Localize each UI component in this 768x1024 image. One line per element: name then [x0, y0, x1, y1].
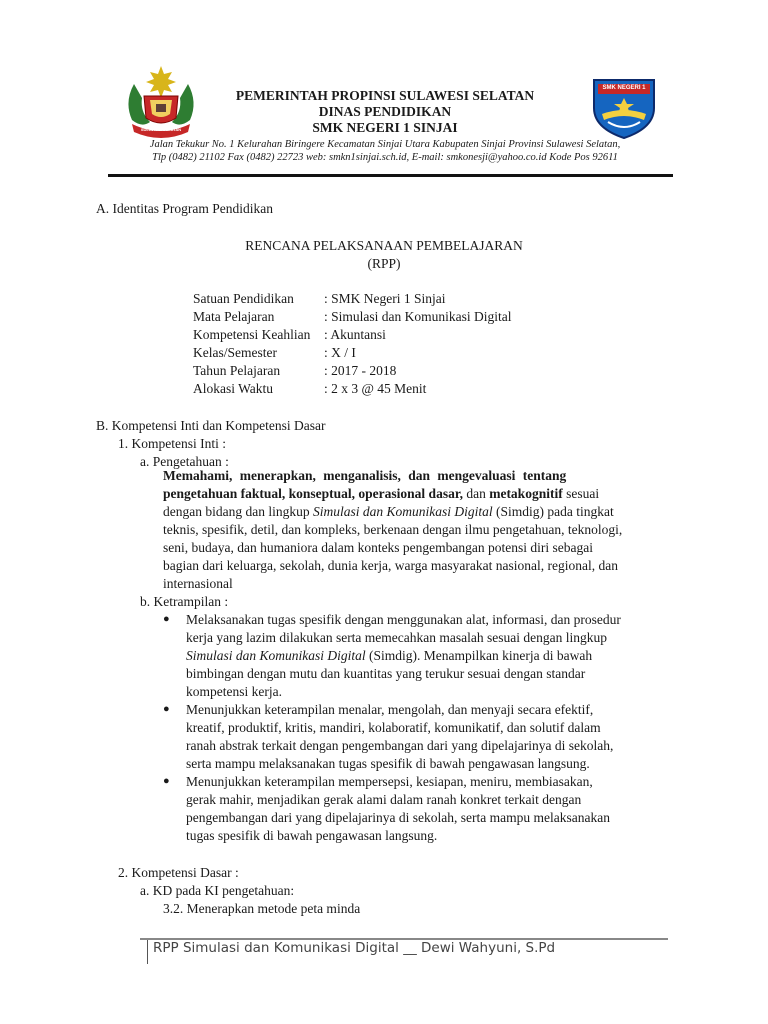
bullet-line: Melaksanakan tugas spesifik dengan menggunakan alat, informasi, dan prosedur: [186, 612, 621, 627]
info-label: Mata Pelajaran: [193, 309, 275, 324]
section-b-heading: B. Kompetensi Inti dan Kompetensi Dasar: [96, 418, 326, 433]
bullet-line: kerja yang lazim dilakukan serta memecahkan masalah sesuai dengan lingkup: [186, 630, 607, 645]
bullet-line: Simulasi dan Komunikasi Digital (Simdig). Menampilkan kinerja di bawah: [186, 648, 593, 663]
pengetahuan-line: pengetahuan faktual, konseptual, operasional dasar, dan metakognitif sesuai: [163, 486, 600, 501]
info-value: : 2 x 3 @ 45 Menit: [324, 381, 427, 396]
document-subtitle: (RPP): [367, 256, 401, 271]
info-value: : Simulasi dan Komunikasi Digital: [324, 309, 512, 324]
info-label: Kelas/Semester: [193, 345, 277, 360]
letterhead-contact: Tlp (0482) 21102 Fax (0482) 22723 web: smkn1sinjai.sch.id, E-mail: smkonesji@yahoo.co.id Kode Pos 92611: [152, 152, 618, 163]
pengetahuan-line: bagian dari keluarga, sekolah, dunia kerja, warga masyarakat nasional, regional, dan: [163, 558, 618, 573]
letterhead-address: Jalan Tekukur No. 1 Kelurahan Biringere Kecamatan Sinjai Utara Kabupaten Sinjai Provinsi Sulawesi Selatan,: [149, 139, 621, 150]
bullet-line: kreatif, produktif, kritis, mandiri, kolaboratif, komunikatif, dan solutif dalam: [186, 720, 601, 735]
pengetahuan-line: internasional: [163, 576, 233, 591]
letterhead-government: PEMERINTAH PROPINSI SULAWESI SELATAN: [235, 88, 535, 103]
pengetahuan-line: Memahami, menerapkan, menganalisis, dan mengevaluasi tentang: [163, 468, 567, 483]
letterhead-department: DINAS PENDIDIKAN: [318, 104, 452, 119]
ketrampilan-heading: b. Ketrampilan :: [140, 594, 229, 609]
bullet-line: tugas spesifik di bawah pengawasan langsung.: [186, 828, 438, 843]
info-label: Tahun Pelajaran: [193, 363, 281, 378]
info-label: Alokasi Waktu: [193, 381, 274, 396]
pengetahuan-line: dengan bidang dan lingkup Simulasi dan Komunikasi Digital (Simdig) pada tingkat: [163, 504, 614, 519]
ki-heading: 1. Kompetensi Inti :: [118, 436, 226, 451]
bullet-line: kompetensi kerja.: [186, 684, 282, 699]
bullet-icon: ●: [163, 703, 170, 715]
footer-text: RPP Simulasi dan Komunikasi Digital __ Dewi Wahyuni, S.Pd: [153, 940, 556, 956]
bullet-line: Menunjukkan keterampilan mempersepsi, kesiapan, meniru, membiasakan,: [186, 774, 593, 789]
letterhead-divider: [108, 174, 673, 177]
document-title: RENCANA PELAKSANAAN PEMBELAJARAN: [245, 238, 523, 253]
kd-heading: 2. Kompetensi Dasar :: [118, 865, 239, 880]
section-a-heading: A. Identitas Program Pendidikan: [96, 201, 273, 216]
kd-subheading: a. KD pada KI pengetahuan:: [140, 883, 295, 898]
pengetahuan-line: teknis, spesifik, detil, dan kompleks, berkenaan dengan ilmu pengetahuan, teknologi,: [163, 522, 623, 537]
bullet-line: pengembangan dari yang dipelajarinya di sekolah, serta mampu melaksanakan: [186, 810, 610, 825]
bullet-icon: ●: [163, 775, 170, 787]
bullet-line: Menunjukkan keterampilan menalar, mengolah, dan menyaji secara efektif,: [186, 702, 594, 717]
bullet-icon: ●: [163, 613, 170, 625]
info-value: : X / I: [324, 345, 356, 360]
info-label: Kompetensi Keahlian: [193, 327, 311, 342]
school-logo-text: SMK NEGERI 1: [602, 85, 646, 91]
info-label: Satuan Pendidikan: [193, 291, 294, 306]
bullet-line: serta mampu melaksanakan tugas spesifik di bawah pengawasan langsung.: [186, 756, 590, 771]
pengetahuan-heading: a. Pengetahuan :: [140, 454, 229, 469]
info-value: : Akuntansi: [324, 327, 386, 342]
bullet-line: bimbingan dengan mutu dan kuantitas yang terukur sesuai dengan standar: [186, 666, 586, 681]
info-value: : SMK Negeri 1 Sinjai: [324, 291, 446, 306]
pengetahuan-line: seni, budaya, dan humaniora dalam konteks pengembangan potensi diri sebagai: [163, 540, 594, 555]
province-emblem-text: SULAWESI SELATAN: [140, 127, 182, 132]
bullet-line: gerak mahir, menjadikan gerak alami dalam ranah konkret terkait dengan: [186, 792, 582, 807]
letterhead-school: SMK NEGERI 1 SINJAI: [312, 120, 458, 135]
footer-bar: [147, 940, 148, 964]
info-value: : 2017 - 2018: [324, 363, 397, 378]
bullet-line: ranah abstrak terkait dengan pengembangan dari yang dipelajarinya di sekolah,: [186, 738, 614, 753]
kd-item: 3.2. Menerapkan metode peta minda: [163, 901, 361, 916]
